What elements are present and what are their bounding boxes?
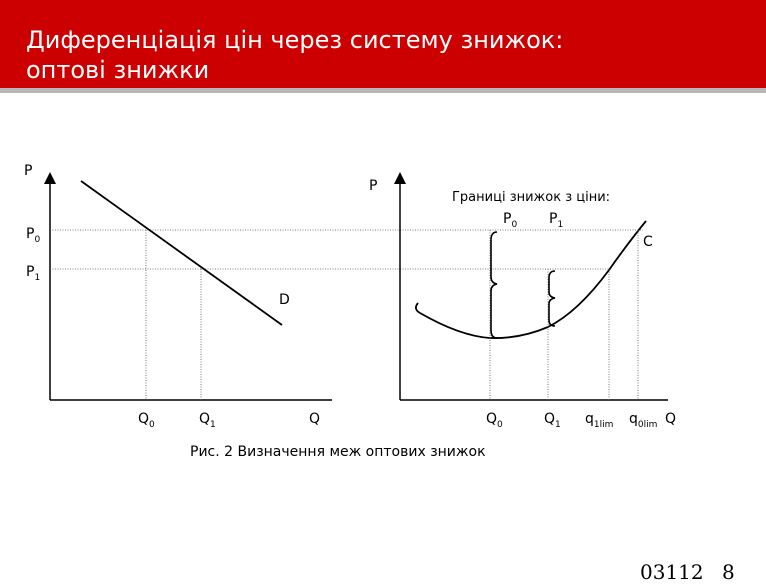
curve-c bbox=[416, 221, 646, 338]
left-q1-label: $Q_1$ bbox=[199, 411, 216, 430]
left-p0-label: $P_0$ bbox=[26, 226, 41, 245]
curve-c-label: C bbox=[643, 234, 653, 250]
right-y-axis-label: P bbox=[369, 178, 378, 194]
q0lim-label: $q_{0lim}$ bbox=[629, 411, 658, 430]
demand-curve-label: D bbox=[279, 292, 290, 308]
p1-discount-brace bbox=[549, 271, 555, 326]
slide-title-line-1: Диференціація цін через систему знижок: bbox=[26, 26, 564, 54]
right-q1-label: $Q_1$ bbox=[544, 411, 561, 430]
demand-curve-d bbox=[81, 181, 282, 325]
discount-bounds-heading: Границі знижок з ціни: bbox=[452, 190, 611, 205]
q1lim-label: $q_{1lim}$ bbox=[585, 411, 614, 430]
figure-caption: Рис. 2 Визначення меж оптових знижок bbox=[190, 444, 486, 460]
p0-discount-brace bbox=[491, 232, 497, 338]
footer-code: 03112 bbox=[640, 560, 704, 584]
bracket-p1-label: $P_1$ bbox=[549, 211, 564, 230]
left-x-axis-label: Q bbox=[309, 411, 321, 427]
page-number: 8 bbox=[722, 560, 735, 584]
slide-title-line-2: оптові знижки bbox=[26, 56, 210, 84]
bracket-p0-label: $P_0$ bbox=[503, 211, 518, 230]
left-q0-label: $Q_0$ bbox=[138, 411, 155, 430]
right-q0-label: $Q_0$ bbox=[486, 411, 503, 430]
left-y-axis-label: P bbox=[24, 163, 33, 179]
left-p1-label: $P_1$ bbox=[26, 264, 41, 283]
right-x-axis-label: Q bbox=[665, 411, 677, 427]
